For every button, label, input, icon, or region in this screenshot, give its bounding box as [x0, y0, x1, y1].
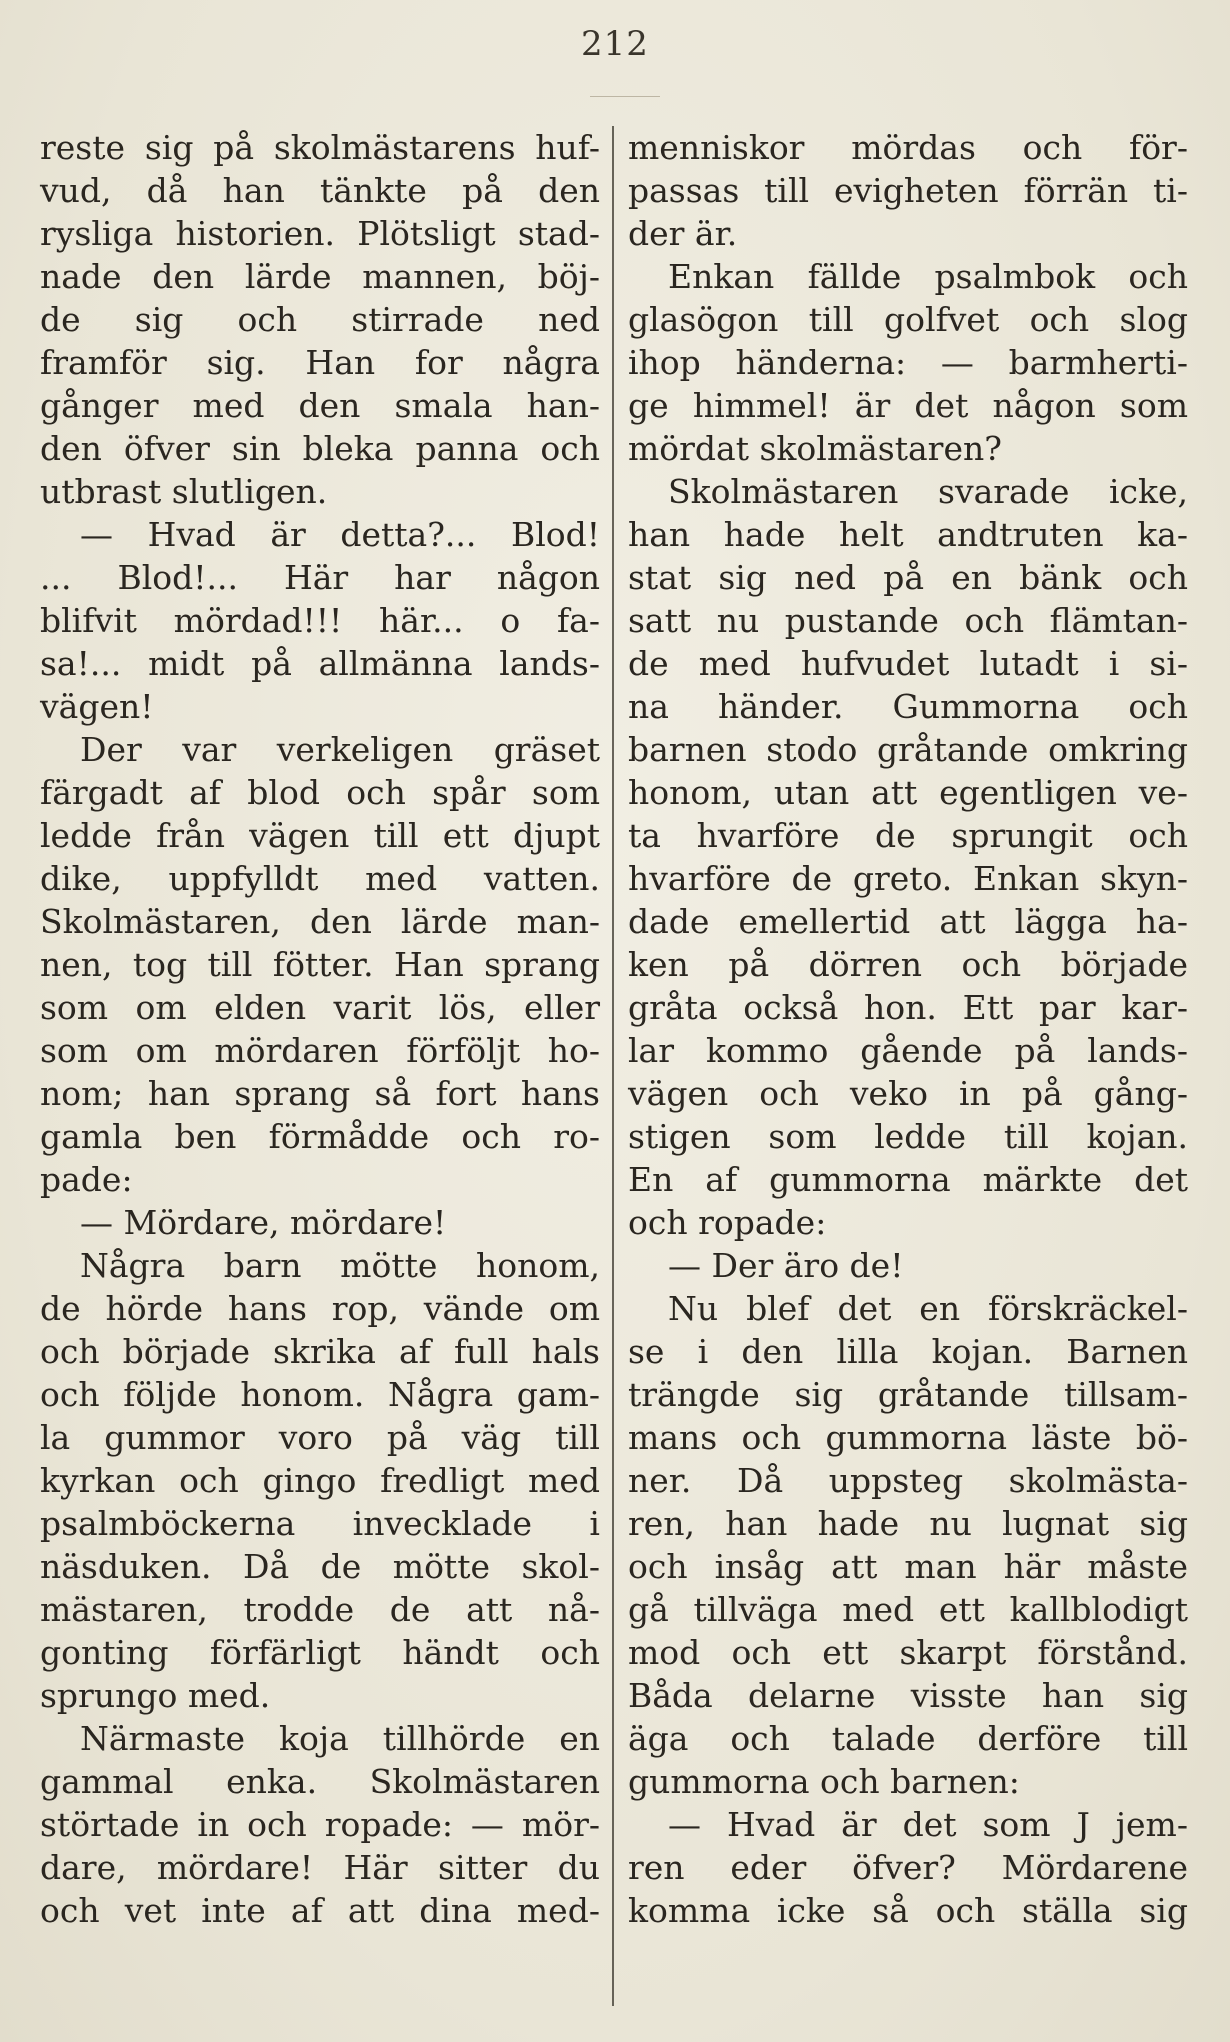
text-line: glasögon till golfvet och slog: [628, 300, 1188, 339]
text-line: vud, då han tänkte på den: [40, 171, 600, 210]
text-line: sa!... midt på allmänna lands-: [40, 644, 600, 683]
text-line: dike, uppfylldt med vatten.: [40, 859, 600, 898]
text-line: honom, utan att egentligen ve-: [628, 773, 1188, 812]
text-line: hvarföre de greto. Enkan skyn-: [628, 859, 1188, 898]
text-line: dade emellertid att lägga ha-: [628, 902, 1188, 941]
text-line: Der var verkeligen gräset: [80, 730, 600, 769]
text-line: nade den lärde mannen, böj-: [40, 257, 600, 296]
text-line: Enkan fällde psalmbok och: [668, 257, 1188, 296]
text-line: Nu blef det en förskräckel-: [668, 1289, 1188, 1328]
text-line: ren eder öfver? Mördarene: [628, 1848, 1188, 1887]
text-line: ken på dörren och började: [628, 945, 1188, 984]
text-line: mästaren, trodde de att nå-: [40, 1590, 600, 1629]
text-line: mans och gummorna läste bö-: [628, 1418, 1188, 1457]
text-line: som om mördaren förföljt ho-: [40, 1031, 600, 1070]
text-line: trängde sig gråtande tillsam-: [628, 1375, 1188, 1414]
text-line: störtade in och ropade: — mör-: [40, 1805, 600, 1844]
text-line: gamla ben förmådde och ro-: [40, 1117, 600, 1156]
text-line: ledde från vägen till ett djupt: [40, 816, 600, 855]
text-line: framför sig. Han for några: [40, 343, 600, 382]
text-line: som om elden varit lös, eller: [40, 988, 600, 1027]
text-line: näsduken. Då de mötte skol-: [40, 1547, 600, 1586]
text-line: ren, han hade nu lugnat sig: [628, 1504, 1188, 1543]
text-line: gånger med den smala han-: [40, 386, 600, 425]
text-line: de sig och stirrade ned: [40, 300, 600, 339]
text-line: — Hvad är detta?... Blod!: [80, 515, 600, 554]
text-line: stat sig ned på en bänk och: [628, 558, 1188, 597]
text-line: gå tillväga med ett kallblodigt: [628, 1590, 1188, 1629]
header-rule: [590, 96, 660, 97]
text-line: gråta också hon. Ett par kar-: [628, 988, 1188, 1027]
left-column: [40, 126, 600, 1932]
text-line: komma icke så och ställa sig: [628, 1891, 1188, 1930]
right-column: [628, 126, 1188, 1932]
text-line: rysliga historien. Plötsligt stad-: [40, 214, 600, 253]
text-line: den öfver sin bleka panna och: [40, 429, 600, 468]
text-line: — Hvad är det som J jem-: [668, 1805, 1188, 1844]
text-line: pade:: [40, 1160, 133, 1199]
text-line: na händer. Gummorna och: [628, 687, 1188, 726]
text-line: sprungo med.: [40, 1676, 271, 1715]
text-line: menniskor mördas och för-: [628, 128, 1188, 167]
text-line: mördat skolmästaren?: [628, 429, 1002, 468]
text-line: han hade helt andtruten ka-: [628, 515, 1188, 554]
text-line: kyrkan och gingo fredligt med: [40, 1461, 600, 1500]
text-line: ner. Då uppsteg skolmästa-: [628, 1461, 1188, 1500]
text-line: Några barn mötte honom,: [80, 1246, 600, 1285]
text-line: passas till evigheten förrän ti-: [628, 171, 1188, 210]
text-line: mod och ett skarpt förstånd.: [628, 1633, 1188, 1672]
text-line: och började skrika af full hals: [40, 1332, 600, 1371]
text-line: En af gummorna märkte det: [628, 1160, 1188, 1199]
text-line: äga och talade derföre till: [628, 1719, 1188, 1758]
text-line: stigen som ledde till kojan.: [628, 1117, 1188, 1156]
text-line: färgadt af blod och spår som: [40, 773, 600, 812]
text-line: lar kommo gående på lands-: [628, 1031, 1188, 1070]
text-line: Båda delarne visste han sig: [628, 1676, 1188, 1715]
text-line: ihop händerna: — barmherti-: [628, 343, 1188, 382]
text-line: och insåg att man här måste: [628, 1547, 1188, 1586]
text-line: blifvit mördad!!! här... o fa-: [40, 601, 600, 640]
text-line: — Mördare, mördare!: [80, 1203, 447, 1242]
text-line: la gummor voro på väg till: [40, 1418, 600, 1457]
text-line: gummorna och barnen:: [628, 1762, 1020, 1801]
text-line: gammal enka. Skolmästaren: [40, 1762, 600, 1801]
text-line: nom; han sprang så fort hans: [40, 1074, 600, 1113]
text-line: Skolmästaren, den lärde man-: [40, 902, 600, 941]
text-line: vägen!: [40, 687, 154, 726]
page-number: 212: [581, 24, 649, 64]
text-line: gonting förfärligt händt och: [40, 1633, 600, 1672]
text-line: de hörde hans rop, vände om: [40, 1289, 600, 1328]
column-divider: [612, 126, 614, 2006]
text-line: barnen stodo gråtande omkring: [628, 730, 1188, 769]
text-line: och vet inte af att dina med-: [40, 1891, 600, 1930]
text-line: de med hufvudet lutadt i si-: [628, 644, 1188, 683]
text-line: vägen och veko in på gång-: [628, 1074, 1188, 1113]
text-line: se i den lilla kojan. Barnen: [628, 1332, 1188, 1371]
text-line: dare, mördare! Här sitter du: [40, 1848, 600, 1887]
text-line: satt nu pustande och flämtan-: [628, 601, 1188, 640]
text-line: der är.: [628, 214, 738, 253]
text-line: Skolmästaren svarade icke,: [668, 472, 1188, 511]
text-line: ... Blod!... Här har någon: [40, 558, 600, 597]
text-line: — Der äro de!: [668, 1246, 904, 1285]
text-line: nen, tog till fötter. Han sprang: [40, 945, 600, 984]
text-line: och ropade:: [628, 1203, 827, 1242]
text-line: psalmböckerna invecklade i: [40, 1504, 600, 1543]
text-line: reste sig på skolmästarens huf-: [40, 128, 600, 167]
text-line: ta hvarföre de sprungit och: [628, 816, 1188, 855]
text-line: utbrast slutligen.: [40, 472, 328, 511]
text-line: ge himmel! är det någon som: [628, 386, 1188, 425]
text-line: och följde honom. Några gam-: [40, 1375, 600, 1414]
text-line: Närmaste koja tillhörde en: [80, 1719, 600, 1758]
